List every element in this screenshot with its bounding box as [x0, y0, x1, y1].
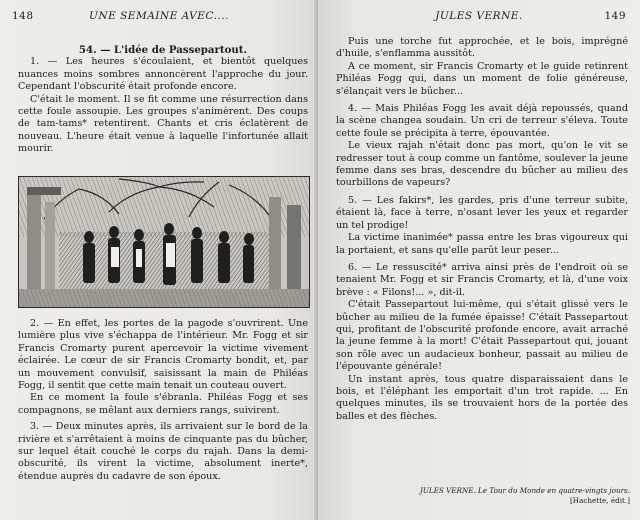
paragraph-1: 1. — Les heures s'écoulaient, et bientôt quelques nuances moins sombres annoncèrent l'approche du jour. Cependant l'obscurité était profonde encore.	[18, 56, 308, 93]
paragraph-5b: La victime inanimée* passa entre les bras vigoureux qui la portaient, et sans qu'elle parût leur peser...	[336, 232, 628, 256]
paragraph-6c: Un instant après, tous quatre disparaissaient dans le bois, et l'éléphant les emportait d'un trot rapide. ... En quelques minutes, ils se trouvaient hors de la portée des balles et des flèches.	[336, 373, 628, 422]
paragraph-4b: Le vieux rajah n'était donc pas mort, qu'on le vit se redresser tout à coup comme un fantôme, soulever la jeune femme dans ses bras, descendre du bûcher au milieu des tourbillons de vapeurs?	[336, 140, 628, 189]
left-page-number: 148	[12, 10, 34, 22]
paragraph-6b: C'était Passepartout lui-même, qui s'était glissé vers le bûcher au milieu de la fumée épaisse! C'était Passepartout qui, profitant de l'obscurité profonde encore, avait arraché la jeune femme à la mort! C'était Passepartout qui, jouant son rôle avec un audacieux bonheur, passait au milieu de l'épouvante générale!	[336, 299, 628, 373]
paragraph-3: 3. — Deux minutes après, ils arrivaient sur le bord de la rivière et s'arrêtaient à moins de cinquante pas du bûcher, sur lequel était couché le corps du rajah. Dans la demi-obscurité, ils virent la victime, absolument inerte*, étendue auprès du cadavre de son époux.	[18, 421, 308, 482]
right-text	[336, 36, 628, 423]
credit-line-1: JULES VERNE. Le Tour du Monde en quatre-vingts jours.	[419, 486, 630, 495]
paragraph-2b: En ce moment la foule s'ébranla. Philéas Fogg et ses compagnons, se mêlant aux derniers rangs, suivirent.	[18, 392, 308, 416]
credit-line-2: [Hachette, édit.]	[570, 496, 630, 505]
right-page-number: 149	[604, 10, 626, 22]
right-running-head: JULES VERNE.	[435, 10, 523, 22]
left-running-head: UNE SEMAINE AVEC....	[89, 10, 229, 22]
paragraph-6: 6. — Le ressuscité* arriva ainsi près de l'endroit où se tenaient Mr. Fogg et sir Francis Cromarty, et là, d'une voix brève : « Filons!... », dit-il.	[336, 261, 628, 298]
paragraph-1b: C'était le moment. Il se fit comme une résurrection dans cette foule assoupie. Les groupes s'animèrent. Des coups de tam-tams* retentirent. Chants et cris éclatèrent de nouveau. L'heure était venue à laquelle l'infortunée allait mourir.	[18, 93, 308, 155]
source-credit	[420, 486, 630, 506]
right-page	[318, 0, 640, 520]
engraving-illustration	[18, 176, 310, 308]
left-page	[0, 0, 318, 520]
paragraph-2: 2. — En effet, les portes de la pagode s'ouvrirent. Une lumière plus vive s'échappa de l'intérieur. Mr. Fogg et sir Francis Cromarty purent apercevoir la victime vivement éclairée. Le cœur de sir Francis Cromarty bondit, et, par un mouvement convulsif, saisissant la main de Philéas Fogg, il sentit que cette main tenait un couteau ouvert.	[18, 318, 308, 392]
procession-scene-image	[19, 177, 309, 307]
left-text-bottom	[18, 318, 308, 483]
paragraph-3b: Puis une torche fut approchée, et le bois, imprégné d'huile, s'enflamma aussitôt.	[336, 36, 628, 60]
paragraph-5: 5. — Les fakirs*, les gardes, pris d'une terreur subite, étaient là, face à terre, n'osant lever les yeux et regarder un tel prodige!	[336, 194, 628, 231]
left-text-top	[18, 44, 308, 156]
paragraph-4: 4. — Mais Philéas Fogg les avait déjà repoussés, quand la scène changea soudain. Un cri de terreur s'éleva. Toute cette foule se précipita à terre, épouvantée.	[336, 103, 628, 139]
chapter-title: 54. — L'idée de Passepartout.	[78, 44, 248, 56]
paragraph-3c: A ce moment, sir Francis Cromarty et le guide retinrent Philéas Fogg qui, dans un moment de folie généreuse, s'élançait vers le bûcher...	[336, 60, 628, 97]
